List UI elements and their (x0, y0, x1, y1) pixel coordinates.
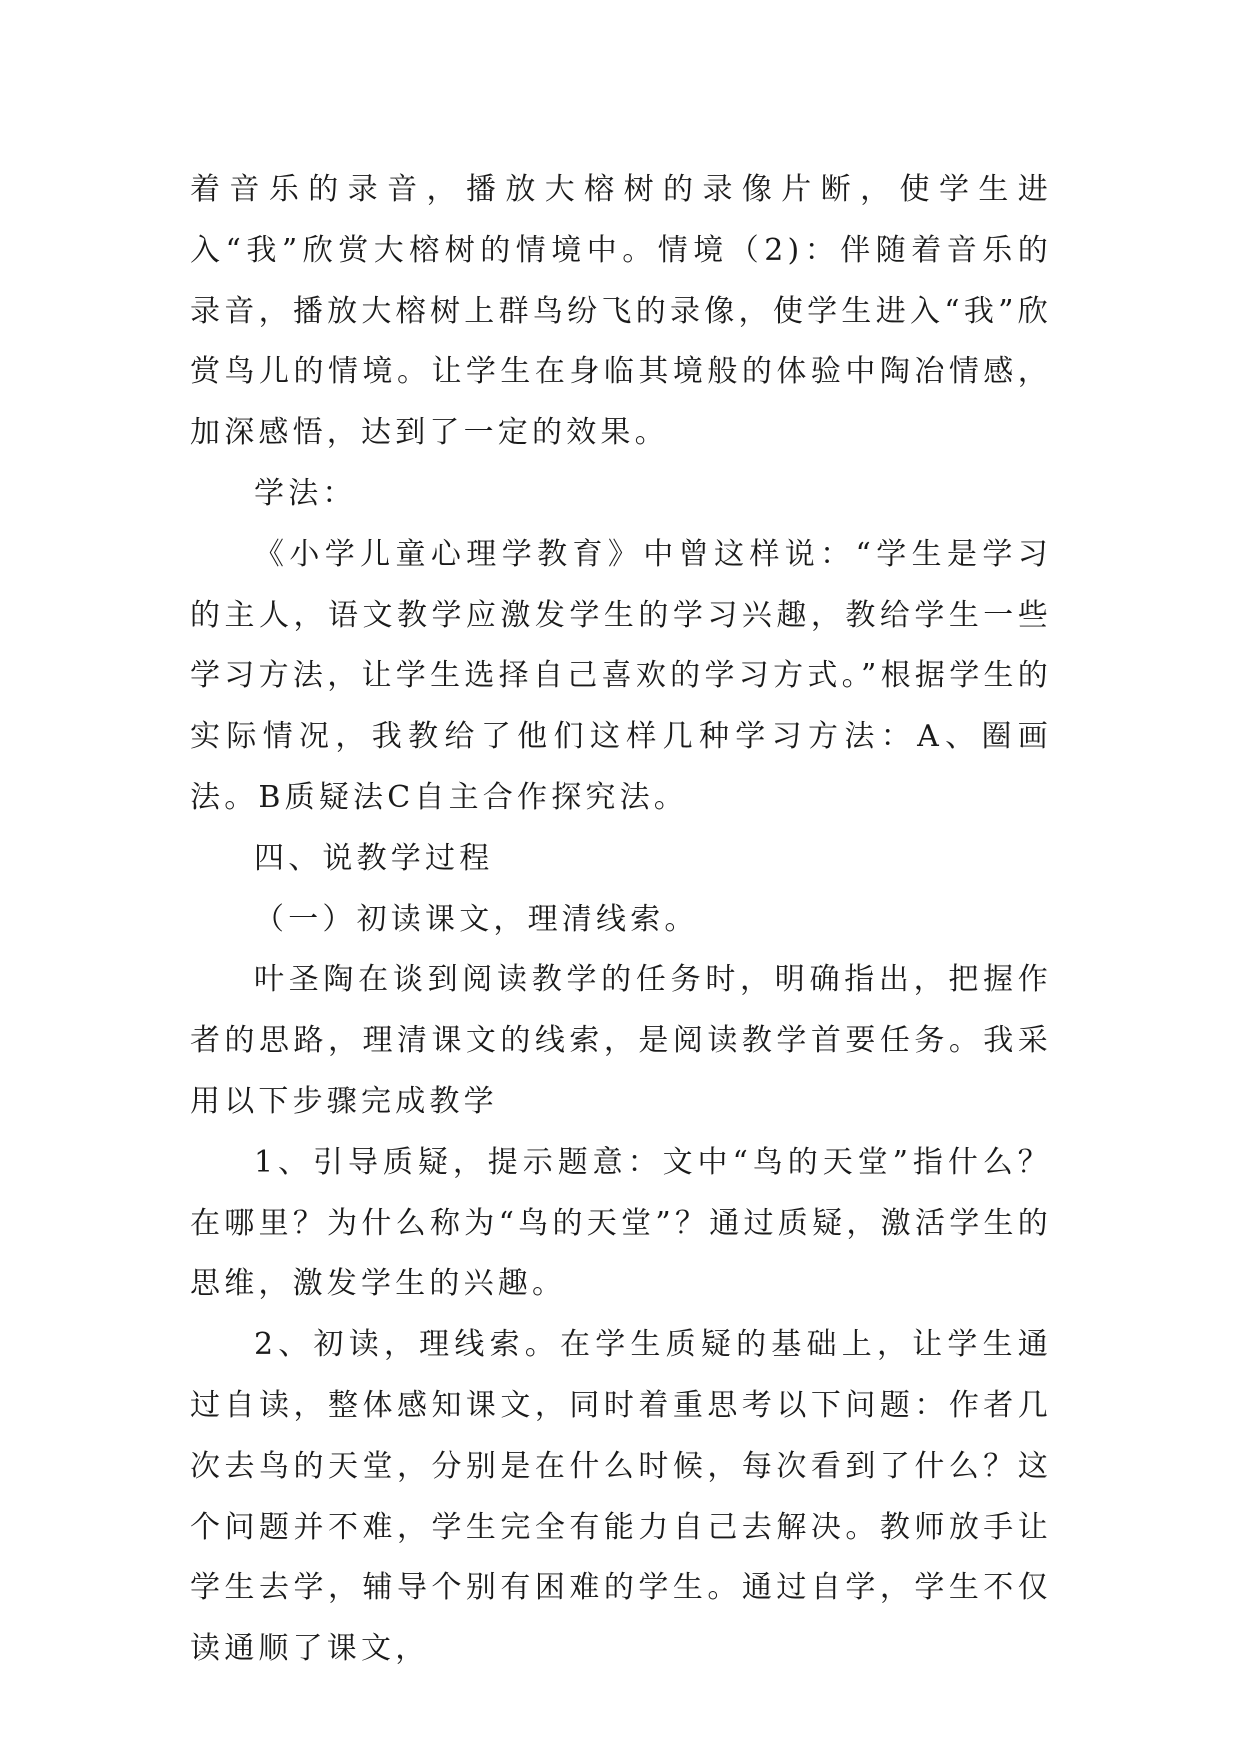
paragraph-step-1: 1、引导质疑，提示题意：文中“鸟的天堂”指什么？在哪里？为什么称为“鸟的天堂”？通过质疑，激活学生的思维，激发学生的兴趣。 (190, 1144, 1052, 1302)
paragraph-step-2: 2、初读，理线索。在学生质疑的基础上，让学生通过自读，整体感知课文，同时着重思考以下问题：作者几次去鸟的天堂，分别是在什么时候，每次看到了什么？这个问题并不难，学生完全有能力自己去解决。教师放手让学生去学，辅导个别有困难的学生。通过自学，学生不仅读通顺了课文， (190, 1327, 1052, 1667)
section-heading-teaching-process: 四、说教学过程 (254, 840, 494, 876)
paragraph-psychology-quote: 《小学儿童心理学教育》中曾这样说：“学生是学习的主人，语文教学应激发学生的学习兴趣，教给学生一些学习方法，让学生选择自己喜欢的学习方式。”根据学生的实际情况，我教给了他们这样几种学习方法：A、圈画法。B质疑法C自主合作探究法。 (190, 536, 1052, 815)
document-body (190, 160, 1052, 1680)
subsection-heading-first-reading: （一）初读课文，理清线索。 (254, 901, 699, 937)
paragraph-situation-continued: 着音乐的录音，播放大榕树的录像片断，使学生进入“我”欣赏大榕树的情境中。情境（2)：伴随着音乐的录音，播放大榕树上群鸟纷飞的录像，使学生进入“我”欣赏鸟儿的情境。让学生在身临其境般的体验中陶冶情感，加深感悟，达到了一定的效果。 (190, 172, 1052, 451)
paragraph-study-method-heading: 学法： (254, 475, 357, 511)
paragraph-ye-shengtao: 叶圣陶在谈到阅读教学的任务时，明确指出，把握作者的思路，理清课文的线索，是阅读教学首要任务。我采用以下步骤完成教学 (190, 962, 1052, 1119)
